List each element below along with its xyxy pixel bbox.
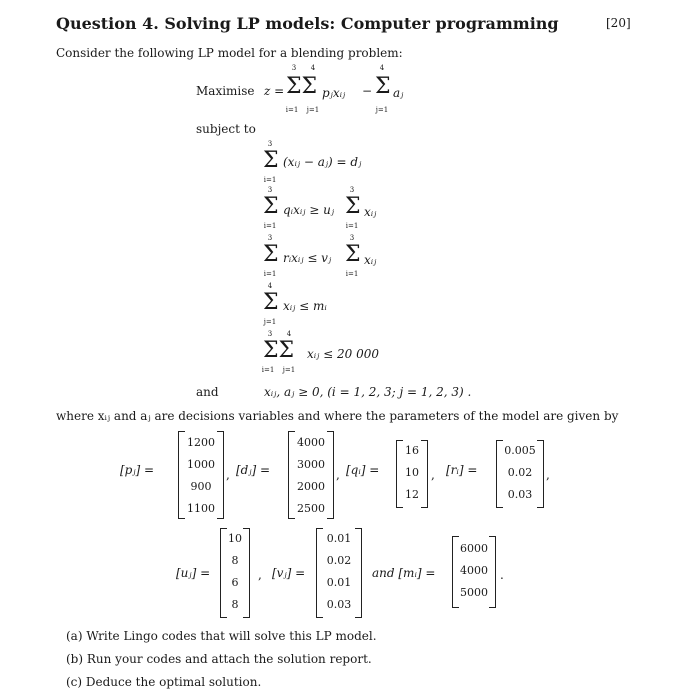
constraint-expr2: xᵢⱼ [364, 205, 377, 219]
constraint-expr: qᵢxᵢⱼ ≥ uⱼ [283, 203, 335, 217]
and-label: and [196, 385, 219, 399]
param-label-m: and [mᵢ] = [372, 566, 436, 580]
constraint-expr: rᵢxᵢⱼ ≤ vⱼ [283, 251, 332, 265]
sigma-symbol: ΣΣ [286, 74, 318, 99]
matrix-cell: 10 [228, 532, 242, 545]
matrix-cell: 16 [405, 444, 419, 457]
matrix-cell: 0.03 [326, 598, 352, 611]
param-label-p: [pⱼ] = [120, 463, 155, 477]
matrix-d [288, 431, 334, 519]
matrix-cell: 1100 [187, 502, 215, 515]
objective-term1: pⱼxᵢⱼ [322, 86, 346, 100]
sum-upper: 3 [267, 140, 273, 148]
param-label-d: [dⱼ] = [236, 463, 271, 477]
matrix-cell: 10 [405, 466, 419, 479]
sum-upper: 4 [286, 330, 292, 338]
sum-lower: j=1 [282, 366, 296, 374]
where-text: where xᵢⱼ and aⱼ are decisions variables and where the parameters of the model are given by [56, 409, 619, 423]
matrix-cell: 2000 [297, 480, 325, 493]
constraint-expr: xᵢⱼ ≤ mᵢ [283, 299, 327, 313]
sum-lower: i=1 [263, 270, 277, 278]
sigma-symbol: Σ [263, 242, 279, 267]
sum-upper: 3 [291, 64, 297, 72]
param-label-v: [vⱼ] = [272, 566, 306, 580]
sum-upper: 3 [267, 186, 273, 194]
separator: , [431, 468, 435, 482]
task-a: (a) Write Lingo codes that will solve this LP model. [66, 629, 377, 643]
constraint-expr2: xᵢⱼ [364, 253, 377, 267]
constraint-expr: (xᵢⱼ − aⱼ) = dⱼ [283, 155, 362, 169]
separator: , [226, 468, 230, 482]
matrix-cell: 8 [231, 554, 239, 567]
subject-to-label: subject to [196, 122, 256, 136]
matrix-r [496, 440, 544, 508]
sum-upper: 3 [267, 234, 273, 242]
matrix-cell: 0.01 [326, 532, 352, 545]
sigma-symbol: Σ [345, 194, 361, 219]
matrix-cell: 900 [190, 480, 212, 493]
matrix-cell: 6000 [460, 542, 488, 555]
sum-upper: 3 [349, 234, 355, 242]
intro-text: Consider the following LP model for a blending problem: [56, 46, 403, 60]
objective-term2: aⱼ [393, 86, 404, 100]
matrix-cell: 0.02 [326, 554, 352, 567]
matrix-cell: 0.03 [507, 488, 533, 501]
matrix-cell: 3000 [297, 458, 325, 471]
matrix-cell: 0.01 [326, 576, 352, 589]
minus-sign: − [362, 84, 373, 98]
matrix-q [396, 440, 428, 508]
param-label-u: [uⱼ] = [176, 566, 211, 580]
sigma-symbol: Σ [345, 242, 361, 267]
sum-upper: 4 [310, 64, 316, 72]
sum-lower: i=1 [261, 366, 275, 374]
matrix-p [178, 431, 224, 519]
matrix-cell: 5000 [460, 586, 488, 599]
objective-label: Maximise [196, 84, 255, 98]
question-title: Question 4. Solving LP models: Computer programming [56, 14, 559, 33]
matrix-m [452, 536, 496, 608]
marks-label: [20] [606, 16, 631, 30]
sum-upper: 4 [379, 64, 385, 72]
sigma-symbol: Σ [375, 74, 391, 99]
sum-lower: i=1 [345, 222, 359, 230]
separator: , [546, 468, 550, 482]
sigma-symbol: ΣΣ [263, 338, 295, 363]
separator: . [500, 568, 504, 582]
sum-lower: i=1 [285, 106, 299, 114]
sum-upper: 4 [267, 282, 273, 290]
separator: , [258, 568, 262, 582]
task-b: (b) Run your codes and attach the solution report. [66, 652, 372, 666]
matrix-cell: 4000 [460, 564, 488, 577]
sigma-symbol: Σ [263, 290, 279, 315]
matrix-cell: 2500 [297, 502, 325, 515]
sigma-symbol: Σ [263, 148, 279, 173]
sum-lower: i=1 [263, 176, 277, 184]
matrix-cell: 1000 [187, 458, 215, 471]
task-c: (c) Deduce the optimal solution. [66, 675, 262, 689]
nonneg-expr: xᵢⱼ, aⱼ ≥ 0, (i = 1, 2, 3; j = 1, 2, 3) . [264, 385, 472, 399]
matrix-u [220, 528, 250, 618]
sum-upper: 3 [267, 330, 273, 338]
param-label-q: [qᵢ] = [346, 463, 380, 477]
sum-upper: 3 [349, 186, 355, 194]
separator: , [336, 468, 340, 482]
constraint-expr: xᵢⱼ ≤ 20 000 [307, 347, 380, 361]
matrix-cell: 4000 [297, 436, 325, 449]
objective-lhs: z = [264, 84, 285, 98]
matrix-cell: 0.005 [504, 444, 536, 457]
sum-lower: i=1 [263, 222, 277, 230]
param-label-r: [rᵢ] = [446, 463, 478, 477]
matrix-v [316, 528, 362, 618]
sum-lower: j=1 [263, 318, 277, 326]
matrix-cell: 0.02 [507, 466, 533, 479]
sigma-symbol: Σ [263, 194, 279, 219]
sum-lower: j=1 [375, 106, 389, 114]
matrix-cell: 6 [231, 576, 239, 589]
matrix-cell: 12 [405, 488, 419, 501]
sum-lower: i=1 [345, 270, 359, 278]
sum-lower: j=1 [306, 106, 320, 114]
matrix-cell: 1200 [187, 436, 215, 449]
matrix-cell: 8 [231, 598, 239, 611]
